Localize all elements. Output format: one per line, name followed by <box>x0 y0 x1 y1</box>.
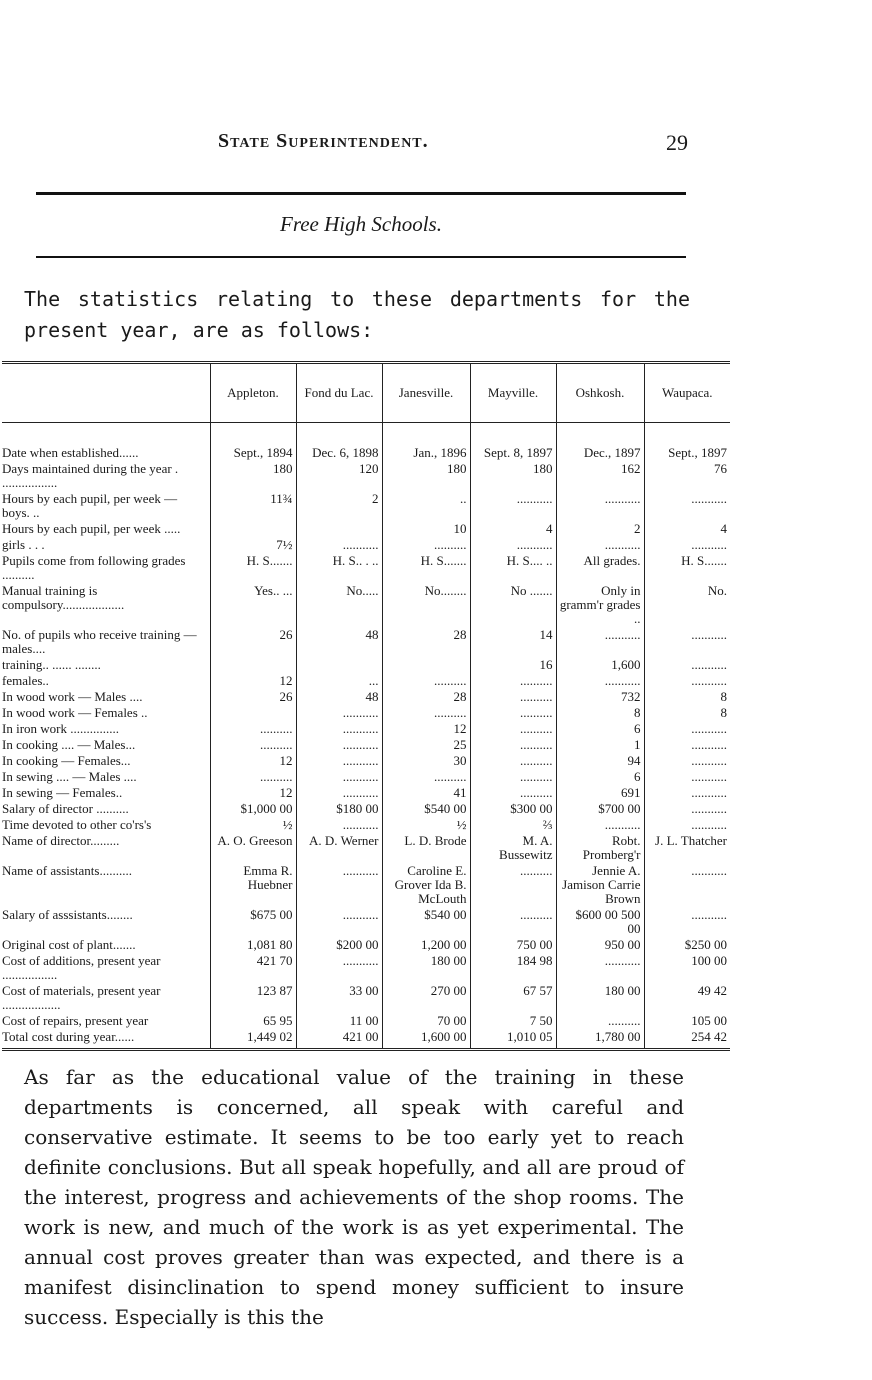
table-cell: Dec., 1897 <box>556 445 644 461</box>
table-cell: 732 <box>556 689 644 705</box>
table-cell: ⅔ <box>470 817 556 833</box>
table-cell: 4 <box>644 521 730 537</box>
table-cell: Yes.. ... <box>210 583 296 627</box>
table-cell: ........... <box>644 537 730 553</box>
table-cell: ........... <box>296 737 382 753</box>
table-cell <box>210 521 296 537</box>
table-row <box>2 461 730 491</box>
table-cell <box>210 657 296 673</box>
table-cell: ........... <box>296 769 382 785</box>
table-row <box>2 689 730 705</box>
table-cell: H. S....... <box>382 553 470 583</box>
table-cell: .......... <box>470 721 556 737</box>
table-cell: .......... <box>470 907 556 937</box>
table-cell: H. S....... <box>210 553 296 583</box>
row-label: Hours by each pupil, per week — boys. .. <box>2 491 178 520</box>
table-cell: 1,600 00 <box>382 1029 470 1050</box>
table-row <box>2 801 730 817</box>
table-row <box>2 491 730 521</box>
row-label: Name of assistants.......... <box>2 863 132 878</box>
table-cell: ........... <box>296 753 382 769</box>
table-cell: .......... <box>470 689 556 705</box>
table-header-row <box>2 363 730 423</box>
page-header <box>218 130 688 160</box>
table-row <box>2 983 730 1013</box>
table-cell: .......... <box>382 537 470 553</box>
table-cell: ... <box>296 673 382 689</box>
table-cell: 184 98 <box>470 953 556 983</box>
row-label: Time devoted to other co'rs's <box>2 817 152 832</box>
row-label: girls . . . <box>2 537 45 552</box>
table-cell: H. S.... .. <box>470 553 556 583</box>
column-header: Oshkosh. <box>556 363 644 423</box>
table-cell: .......... <box>470 769 556 785</box>
table-cell: 65 95 <box>210 1013 296 1029</box>
table-cell: .......... <box>382 769 470 785</box>
spacer-cell <box>296 423 382 446</box>
table-cell: ........... <box>296 953 382 983</box>
table-cell: $540 00 <box>382 801 470 817</box>
table-cell: 950 00 <box>556 937 644 953</box>
table-cell: ........... <box>644 907 730 937</box>
table-cell: No. <box>644 583 730 627</box>
table-cell: Jan., 1896 <box>382 445 470 461</box>
table-cell: .......... <box>470 753 556 769</box>
table-cell: 8 <box>644 705 730 721</box>
table-cell: Caroline E. Grover Ida B. McLouth <box>382 863 470 907</box>
column-header: Appleton. <box>210 363 296 423</box>
row-label: Name of director......... <box>2 833 120 848</box>
table-cell: ........... <box>296 721 382 737</box>
table-cell: ........... <box>470 537 556 553</box>
table-cell: H. S.. . .. <box>296 553 382 583</box>
table-cell: ........... <box>296 907 382 937</box>
table-cell: 180 <box>210 461 296 491</box>
table-cell: ........... <box>470 491 556 521</box>
row-label: In cooking .... — Males... <box>2 737 136 752</box>
table-cell: ........... <box>644 721 730 737</box>
row-label: Total cost during year...... <box>2 1029 210 1050</box>
table-cell: .......... <box>470 705 556 721</box>
table-cell: $300 00 <box>470 801 556 817</box>
table-row <box>2 521 730 537</box>
table-cell: .. <box>382 491 470 521</box>
table-cell: ½ <box>382 817 470 833</box>
table-row <box>2 907 730 937</box>
table-cell: ........... <box>644 491 730 521</box>
table-cell: .......... <box>470 673 556 689</box>
row-label: Pupils come from following grades .......... <box>2 553 186 582</box>
table-cell: ........... <box>644 769 730 785</box>
table-cell: 48 <box>296 627 382 657</box>
row-label: In sewing — Females.. <box>2 785 123 800</box>
table-cell: M. A. Bussewitz <box>470 833 556 863</box>
table-cell: 750 00 <box>470 937 556 953</box>
table-cell: 48 <box>296 689 382 705</box>
table-cell: 12 <box>382 721 470 737</box>
table-cell: .......... <box>210 769 296 785</box>
table-cell: 25 <box>382 737 470 753</box>
page-number: 29 <box>666 130 688 155</box>
table-cell: 120 <box>296 461 382 491</box>
table-cell: ........... <box>556 491 644 521</box>
table-cell: L. D. Brode <box>382 833 470 863</box>
table-cell: .......... <box>470 737 556 753</box>
table-row <box>2 553 730 583</box>
table-cell: 12 <box>210 673 296 689</box>
row-label: Original cost of plant....... <box>2 937 136 952</box>
table-cell: .......... <box>210 737 296 753</box>
table-cell: J. L. Thatcher <box>644 833 730 863</box>
table-cell: 28 <box>382 689 470 705</box>
table-cell: Sept., 1897 <box>644 445 730 461</box>
table-row <box>2 769 730 785</box>
row-label: training.. ...... ........ <box>2 657 101 672</box>
table-spacer-row <box>2 423 730 446</box>
column-header: Janesville. <box>382 363 470 423</box>
table-cell: 11 00 <box>296 1013 382 1029</box>
table-cell: 1,200 00 <box>382 937 470 953</box>
table-cell <box>296 521 382 537</box>
table-cell: 67 57 <box>470 983 556 1013</box>
table-row <box>2 863 730 907</box>
table-body <box>2 423 730 1050</box>
table-cell: 12 <box>210 785 296 801</box>
table-cell: ½ <box>210 817 296 833</box>
table-cell: .......... <box>470 863 556 907</box>
table-cell: 76 <box>644 461 730 491</box>
column-header: Waupaca. <box>644 363 730 423</box>
table-cell: 1,780 00 <box>556 1029 644 1050</box>
table-cell: 180 <box>382 461 470 491</box>
table-cell: Emma R. Huebner <box>210 863 296 907</box>
table-cell: 2 <box>296 491 382 521</box>
table-cell: $675 00 <box>210 907 296 937</box>
table-cell: ........... <box>644 801 730 817</box>
table-cell: 180 <box>470 461 556 491</box>
table-cell: $600 00 500 00 <box>556 907 644 937</box>
table-cell: ........... <box>644 817 730 833</box>
table-row <box>2 445 730 461</box>
table-row <box>2 1029 730 1050</box>
table-cell: $1,000 00 <box>210 801 296 817</box>
table-cell: 28 <box>382 627 470 657</box>
table-cell: 30 <box>382 753 470 769</box>
column-header: Fond du Lac. <box>296 363 382 423</box>
table-cell <box>382 657 470 673</box>
table-cell: 6 <box>556 769 644 785</box>
table-cell: 421 70 <box>210 953 296 983</box>
row-label: Days maintained during the year . ................. <box>2 461 179 490</box>
table-cell: 270 00 <box>382 983 470 1013</box>
table-cell: .......... <box>210 721 296 737</box>
table-cell: 1,449 02 <box>210 1029 296 1050</box>
column-header: Mayville. <box>470 363 556 423</box>
table-cell: .......... <box>382 673 470 689</box>
table-cell: Sept. 8, 1897 <box>470 445 556 461</box>
label-header <box>2 363 210 423</box>
table-cell: 691 <box>556 785 644 801</box>
table-cell: 6 <box>556 721 644 737</box>
table-cell: Only in gramm'r grades .. <box>556 583 644 627</box>
table-cell: $540 00 <box>382 907 470 937</box>
table-cell: .......... <box>556 1013 644 1029</box>
table-cell: 49 42 <box>644 983 730 1013</box>
table-cell <box>210 705 296 721</box>
table-row <box>2 583 730 627</box>
table-cell: ........... <box>644 657 730 673</box>
table-cell: H. S....... <box>644 553 730 583</box>
row-label: Hours by each pupil, per week ..... <box>2 521 181 536</box>
table-cell: No..... <box>296 583 382 627</box>
table-cell: 1,081 80 <box>210 937 296 953</box>
table-cell: 8 <box>644 689 730 705</box>
table-cell: 14 <box>470 627 556 657</box>
table-cell: 33 00 <box>296 983 382 1013</box>
row-label: In cooking — Females... <box>2 753 131 768</box>
row-label: females.. <box>2 673 49 688</box>
table-row <box>2 705 730 721</box>
table-cell: ........... <box>296 537 382 553</box>
table-row <box>2 753 730 769</box>
table-cell: ........... <box>644 863 730 907</box>
table-cell: ........... <box>644 673 730 689</box>
row-label: No. of pupils who receive training — males.... <box>2 627 197 656</box>
table-cell: ........... <box>296 705 382 721</box>
table-cell: ........... <box>556 817 644 833</box>
table-cell: 10 <box>382 521 470 537</box>
table-row <box>2 627 730 657</box>
row-label: In sewing .... — Males .... <box>2 769 137 784</box>
table-cell: 100 00 <box>644 953 730 983</box>
table-cell: $700 00 <box>556 801 644 817</box>
table-cell: All grades. <box>556 553 644 583</box>
table-cell: No ....... <box>470 583 556 627</box>
row-label: Manual training is compulsory................... <box>2 583 125 612</box>
table-cell: ........... <box>644 627 730 657</box>
table-cell: ........... <box>296 863 382 907</box>
table-row <box>2 737 730 753</box>
table-cell: 1,010 05 <box>470 1029 556 1050</box>
table-cell: 421 00 <box>296 1029 382 1050</box>
statistics-table <box>2 361 730 1051</box>
spacer-cell <box>2 423 210 446</box>
table-cell: Jennie A. Jamison Carrie Brown <box>556 863 644 907</box>
row-label: Salary of asssistants........ <box>2 907 133 922</box>
table-cell: No........ <box>382 583 470 627</box>
table-cell: ........... <box>296 785 382 801</box>
table-row <box>2 817 730 833</box>
table-cell: 1 <box>556 737 644 753</box>
spacer-cell <box>470 423 556 446</box>
table-row <box>2 673 730 689</box>
table-cell: 11¾ <box>210 491 296 521</box>
table-cell: 2 <box>556 521 644 537</box>
table-cell: 254 42 <box>644 1029 730 1050</box>
table-cell: 26 <box>210 627 296 657</box>
spacer-cell <box>644 423 730 446</box>
table-cell: .......... <box>470 785 556 801</box>
table-cell: 41 <box>382 785 470 801</box>
table-cell: Robt. Promberg'r <box>556 833 644 863</box>
table-cell <box>296 657 382 673</box>
table-cell: Dec. 6, 1898 <box>296 445 382 461</box>
row-label: Cost of repairs, present year <box>2 1013 149 1028</box>
top-rule <box>36 192 686 195</box>
row-label: Date when established...... <box>2 445 139 460</box>
table-cell: ........... <box>296 817 382 833</box>
spacer-cell <box>556 423 644 446</box>
table-cell: A. D. Werner <box>296 833 382 863</box>
table-cell: 16 <box>470 657 556 673</box>
spacer-cell <box>210 423 296 446</box>
table-row <box>2 537 730 553</box>
table-cell: 70 00 <box>382 1013 470 1029</box>
section-title: Free High Schools. <box>280 212 442 236</box>
row-label: In iron work ............... <box>2 721 119 736</box>
table-cell: 12 <box>210 753 296 769</box>
table-cell: 26 <box>210 689 296 705</box>
row-label: Cost of additions, present year ................. <box>2 953 161 982</box>
row-label: Cost of materials, present year .................. <box>2 983 161 1012</box>
table-cell: ........... <box>644 785 730 801</box>
table-cell: 180 00 <box>382 953 470 983</box>
table-cell: 105 00 <box>644 1013 730 1029</box>
table-cell: 162 <box>556 461 644 491</box>
table-row <box>2 721 730 737</box>
table-cell: ........... <box>644 753 730 769</box>
table-cell: 123 87 <box>210 983 296 1013</box>
table-cell: ........... <box>556 673 644 689</box>
spacer-cell <box>382 423 470 446</box>
bottom-rule <box>36 256 686 258</box>
table-cell: A. O. Greeson <box>210 833 296 863</box>
table-cell: $250 00 <box>644 937 730 953</box>
intro-paragraph: The statistics relating to these departments for the present year, are as follows: <box>24 287 690 342</box>
table-cell: 7½ <box>210 537 296 553</box>
table-cell: ........... <box>644 737 730 753</box>
table-cell: 7 50 <box>470 1013 556 1029</box>
row-label: In wood work — Males .... <box>2 689 143 704</box>
table-cell: 94 <box>556 753 644 769</box>
row-label: In wood work — Females .. <box>2 705 148 720</box>
table-cell: 180 00 <box>556 983 644 1013</box>
table-cell: 4 <box>470 521 556 537</box>
table-cell: 8 <box>556 705 644 721</box>
table-cell: ........... <box>556 953 644 983</box>
table-row <box>2 1013 730 1029</box>
table-cell: Sept., 1894 <box>210 445 296 461</box>
table-cell: $180 00 <box>296 801 382 817</box>
table-cell: .......... <box>382 705 470 721</box>
table-row <box>2 833 730 863</box>
closing-paragraph: As far as the educational value of the training in these departments is concerned, all speak with careful and conservative estimate. It seems to be too early yet to reach definite conclusions. But all speak hopefully, and all are proud of the interest, progress and achievements of the shop rooms. The work is new, and much of the work is as yet experimental. The annual cost proves greater than was expected, and there is a manifest disinclination to spend money sufficient to insure success. Especially is this the <box>24 1065 684 1329</box>
table-cell: ........... <box>556 627 644 657</box>
table-cell: 1,600 <box>556 657 644 673</box>
table-row <box>2 953 730 983</box>
table-row <box>2 785 730 801</box>
table-cell: ........... <box>556 537 644 553</box>
running-head: State Superintendent. <box>218 130 429 152</box>
table-cell: $200 00 <box>296 937 382 953</box>
table-row <box>2 657 730 673</box>
table-row <box>2 937 730 953</box>
row-label: Salary of director .......... <box>2 801 129 816</box>
